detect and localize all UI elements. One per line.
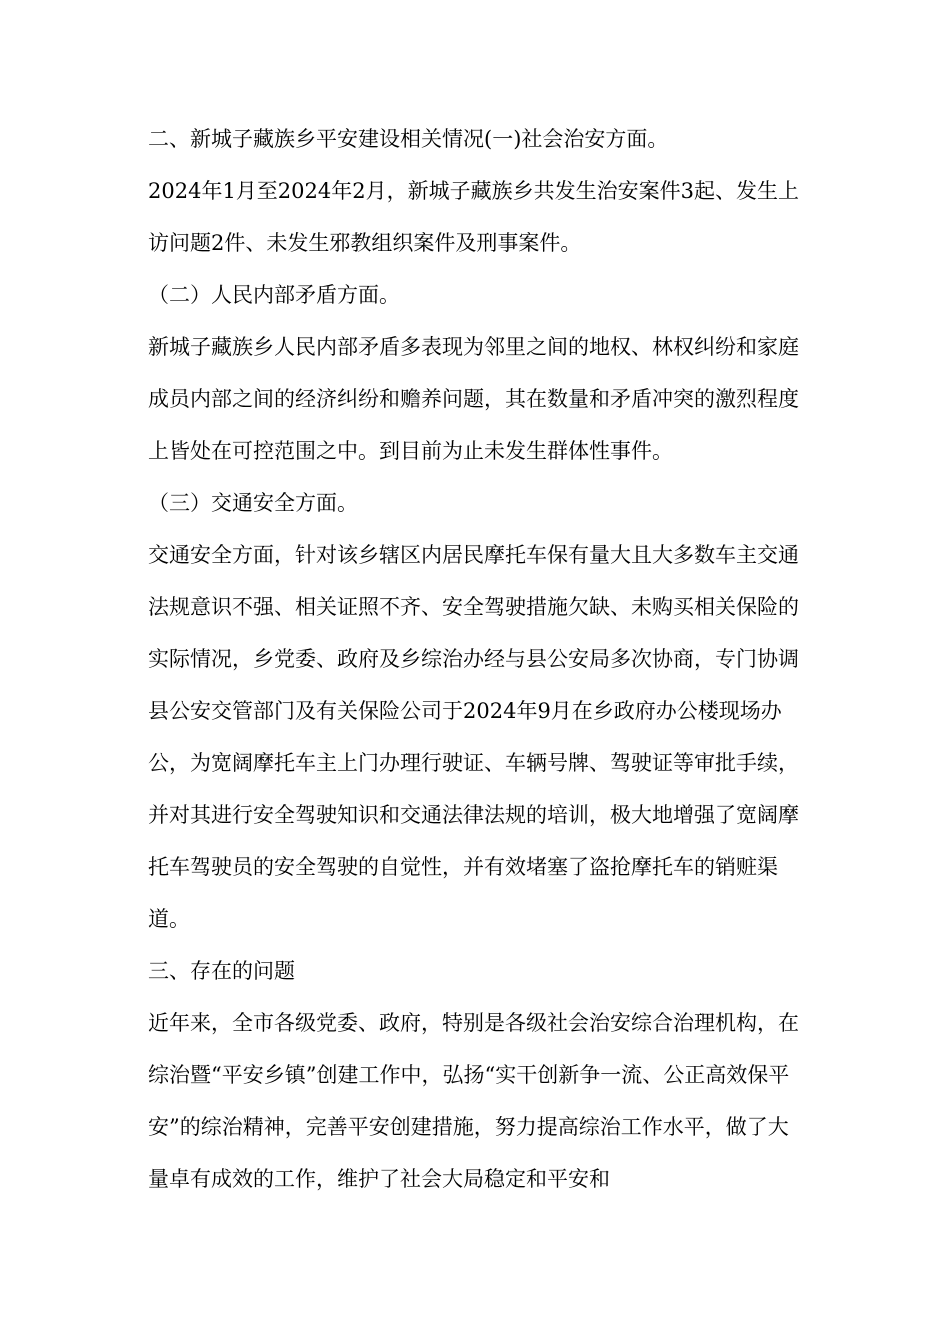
paragraph-security-cases: 2024年1月至2024年2月，新城子藏族乡共发生治安案件3起、发生上访问题2件、未发生邪教组织案件及刑事案件。 <box>148 179 799 255</box>
paragraph-internal-conflicts: 新城子藏族乡人民内部矛盾多表现为邻里之间的地权、林权纠纷和家庭成员内部之间的经济纠纷和赡养问题，其在数量和矛盾冲突的激烈程度上皆处在可控范围之中。到目前为止未发生群体性事件。 <box>148 335 799 463</box>
paragraph-existing-problems: 近年来，全市各级党委、政府，特别是各级社会治安综合治理机构，在综治暨“平安乡镇”创建工作中，弘扬“实干创新争一流、公正高效保平安”的综治精神，完善平安创建措施，努力提高综治工作水平，做了大量卓有成效的工作，维护了社会大局稳定和平安和 <box>148 1011 799 1191</box>
paragraph-traffic-safety: 交通安全方面，针对该乡辖区内居民摩托车保有量大且大多数车主交通法规意识不强、相关证照不齐、安全驾驶措施欠缺、未购买相关保险的实际情况，乡党委、政府及乡综治办经与县公安局多次协商，专门协调县公安交管部门及有关保险公司于2024年9月在乡政府办公楼现场办公，为宽阔摩托车主上门办理行驶证、车辆号牌、驾驶证等审批手续，并对其进行安全驾驶知识和交通法律法规的培训，极大地增强了宽阔摩托车驾驶员的安全驾驶的自觉性，并有效堵塞了盗抢摩托车的销赃渠道。 <box>148 543 799 931</box>
document-body <box>148 113 808 1205</box>
section-heading-2: 二、新城子藏族乡平安建设相关情况(一)社会治安方面。 <box>148 127 669 151</box>
section-heading-3: 三、存在的问题 <box>148 959 295 983</box>
subsection-heading-traffic-safety: （三）交通安全方面。 <box>148 491 358 515</box>
subsection-heading-internal-conflicts: （二）人民内部矛盾方面。 <box>148 283 400 307</box>
